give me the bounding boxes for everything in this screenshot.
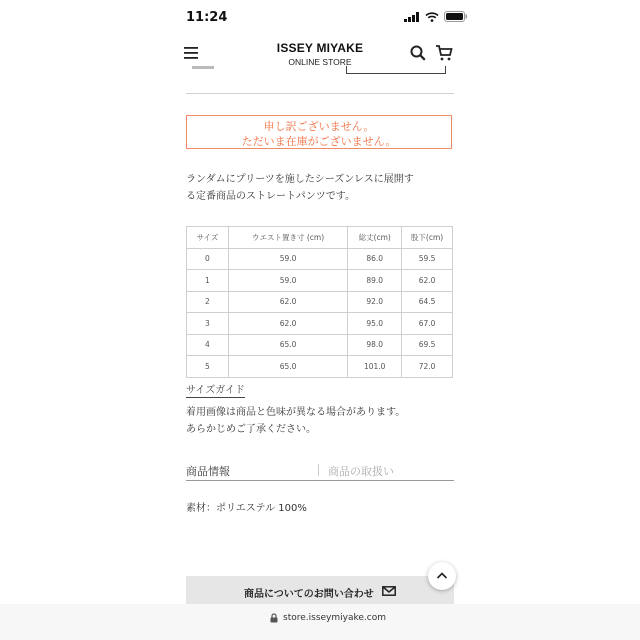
- table-cell: 89.0: [348, 270, 402, 292]
- scroll-to-top-button[interactable]: [428, 562, 456, 590]
- color-note: [186, 404, 458, 438]
- table-row: [187, 248, 453, 270]
- material-text: 素材：ポリエステル 100%: [186, 503, 307, 514]
- table-cell: 1: [187, 270, 229, 292]
- out-of-stock-alert: [186, 115, 452, 149]
- table-row: [187, 334, 453, 356]
- product-inquiry-button[interactable]: [186, 576, 454, 604]
- hamburger-menu-icon[interactable]: [183, 46, 199, 60]
- status-bar: [0, 0, 640, 34]
- divider: [186, 93, 454, 94]
- brand-subtitle: ONLINE STORE: [288, 57, 352, 67]
- chevron-up-icon: [428, 562, 456, 590]
- table-header: サイズ: [187, 227, 229, 249]
- search-icon[interactable]: [410, 45, 426, 61]
- lock-icon: [270, 613, 278, 623]
- table-cell: 69.5: [402, 334, 453, 356]
- table-row: [187, 356, 453, 378]
- description-line-2: る定番商品のストレートパンツです。: [186, 191, 355, 202]
- table-cell: 4: [187, 334, 229, 356]
- brand-logo[interactable]: [270, 41, 370, 67]
- description-line-1: ランダムにプリーツを施したシーズンレスに展開す: [186, 174, 414, 185]
- wifi-icon: [425, 12, 439, 22]
- table-cell: 62.0: [228, 291, 347, 313]
- table-cell: 62.0: [228, 313, 347, 335]
- table-cell: 65.0: [228, 334, 347, 356]
- table-cell: 72.0: [402, 356, 453, 378]
- table-cell: 62.0: [402, 270, 453, 292]
- table-cell: 98.0: [348, 334, 402, 356]
- cart-icon[interactable]: [435, 44, 453, 62]
- table-header: ウエスト置き寸 (cm): [228, 227, 347, 249]
- alert-line-1: 申し訳ございません。: [263, 120, 375, 133]
- url-display: [270, 613, 386, 623]
- status-icons: [404, 11, 468, 22]
- tab-handling[interactable]: 商品の取扱い: [328, 465, 394, 478]
- inquiry-label: 商品についてのお問い合わせ: [244, 589, 374, 600]
- table-header: 総丈(cm): [348, 227, 402, 249]
- table-cell: 101.0: [348, 356, 402, 378]
- table-cell: 5: [187, 356, 229, 378]
- table-cell: 3: [187, 313, 229, 335]
- table-cell: 59.5: [402, 248, 453, 270]
- table-cell: 86.0: [348, 248, 402, 270]
- tab-separator: [318, 464, 319, 476]
- table-cell: 67.0: [402, 313, 453, 335]
- table-cell: 92.0: [348, 291, 402, 313]
- table-cell: 0: [187, 248, 229, 270]
- signal-icon: [404, 12, 420, 22]
- note-line-1: 着用画像は商品と色味が異なる場合があります。: [186, 407, 406, 418]
- table-row: [187, 270, 453, 292]
- mail-icon: [382, 586, 396, 596]
- product-description: [186, 171, 458, 205]
- table-cell: 64.5: [402, 291, 453, 313]
- size-table: [186, 226, 453, 378]
- note-line-2: あらかじめご了承ください。: [186, 424, 316, 435]
- table-header-row: [187, 227, 453, 249]
- info-tabs: [186, 462, 454, 481]
- status-time: 11:24: [186, 10, 228, 25]
- size-guide-link[interactable]: サイズガイド: [186, 381, 245, 398]
- table-cell: 59.0: [228, 270, 347, 292]
- alert-line-2: ただいま在庫がございません。: [241, 135, 397, 148]
- brand-name: ISSEY MIYAKE: [276, 41, 364, 55]
- table-cell: 95.0: [348, 313, 402, 335]
- table-cell: 59.0: [228, 248, 347, 270]
- partial-selector-row: [186, 66, 454, 76]
- table-cell: 65.0: [228, 356, 347, 378]
- battery-icon: [444, 11, 468, 22]
- table-row: [187, 313, 453, 335]
- tab-product-info[interactable]: 商品情報: [186, 465, 230, 478]
- url-text: store.isseymiyake.com: [283, 613, 386, 623]
- table-cell: 2: [187, 291, 229, 313]
- table-row: [187, 291, 453, 313]
- table-header: 股下(cm): [402, 227, 453, 249]
- browser-url-bar[interactable]: [0, 604, 640, 640]
